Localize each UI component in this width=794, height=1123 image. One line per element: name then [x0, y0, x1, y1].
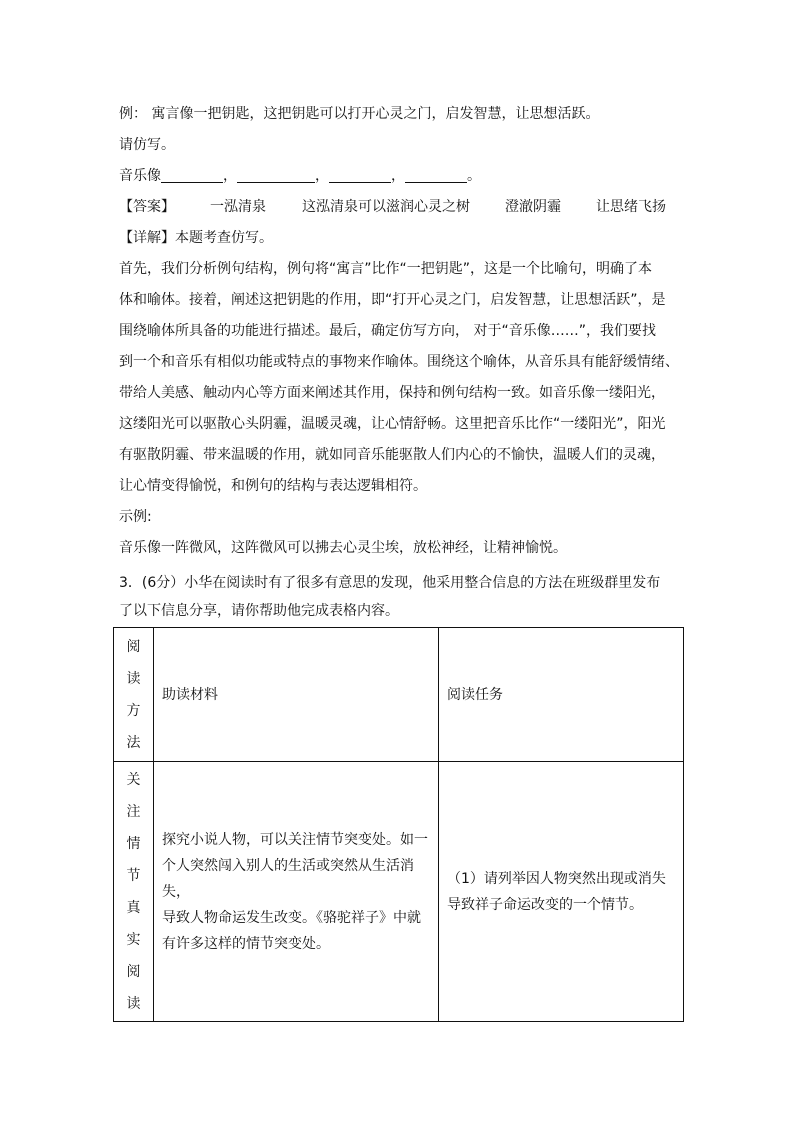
explanation-line: 带给人美感、触动内心等方面来阐述其作用，保持和例句结构一致。如音乐像一缕阳光，: [119, 385, 665, 401]
explanation-line: 首先，我们分析例句结构，例句将“寓言”比作“一把钥匙”，这是一个比喻句，明确了本: [119, 261, 653, 277]
reading-table: [113, 627, 684, 1022]
answer-blank-4[interactable]: [405, 168, 467, 183]
table-row: [114, 762, 684, 1022]
sample-label: 示例:: [119, 509, 152, 525]
answer-blank-2[interactable]: [237, 168, 315, 183]
explanation-header: 【详解】本题考查仿写。: [119, 230, 273, 246]
explanation-line: 有驱散阴霾、带来温暖的作用，就如同音乐能驱散人们内心的不愉快，温暖人们的灵魂，: [119, 447, 665, 463]
header-reading-task: 阅读任务: [439, 628, 684, 762]
header-reading-method: 阅 读 方 法: [114, 628, 154, 762]
answer-blank-3[interactable]: [329, 168, 391, 183]
row-reading-method: 关 注 情 节 真 实 阅 读: [114, 762, 154, 1022]
explanation-line: 这缕阳光可以驱散心头阴霾，温暖灵魂，让心情舒畅。这里把音乐比作“一缕阳光”，阳光: [119, 416, 666, 432]
explanation-line: 让心情变得愉悦，和例句的结构与表达逻辑相符。: [119, 478, 427, 494]
answer-item-3: 澄澈阴霾: [505, 199, 561, 215]
imitate-prompt: 请仿写。: [119, 137, 175, 153]
explanation-line: 体和喻体。接着，阐述这把钥匙的作用，即“打开心灵之门，启发智慧，让思想活跃”，是: [119, 292, 666, 308]
table-header-row: [114, 628, 684, 762]
example-sentence: 例： 寓言像一把钥匙，这把钥匙可以打开心灵之门，启发智慧，让思想活跃。: [119, 106, 600, 122]
question-3-line-1: 3．(6分）小华在阅读时有了很多有意思的发现，他采用整合信息的方法在班级群里发布: [119, 575, 661, 591]
explanation-line: 到一个和音乐有相似功能或特点的事物来作喻体。围绕这个喻体，从音乐具有能舒缓情绪、: [119, 354, 679, 370]
row-reading-material: 探究小说人物，可以关注情节突变处。如一 个人突然闯入别人的生活或突然从生活消失， 导致人物命运发生改变。《骆驼祥子》中就 有许多这样的情节突变处。: [154, 762, 439, 1022]
answer-item-2: 这泓清泉可以滋润心灵之树: [302, 199, 470, 215]
sample-text: 音乐像一阵微风，这阵微风可以拂去心灵尘埃，放松神经，让精神愉悦。: [119, 540, 567, 556]
answer-item-1: 一泓清泉: [210, 199, 266, 215]
answer-item-4: 让思绪飞扬: [596, 199, 666, 215]
header-reading-material: 助读材料: [154, 628, 439, 762]
answer-blank-1[interactable]: [161, 168, 223, 183]
answer-label: 【答案】: [119, 199, 175, 215]
row-reading-task[interactable]: （1）请列举因人物突然出现或消失 导致祥子命运改变的一个情节。: [439, 762, 684, 1022]
explanation-line: 围绕喻体所具备的功能进行描述。最后，确定仿写方向， 对于“音乐像……”，我们要找: [119, 323, 656, 339]
music-prefix: 音乐像: [119, 168, 161, 184]
fill-in-line: 音乐像 ， ， ， 。: [119, 168, 481, 184]
question-3-line-2: 了以下信息分享，请你帮助他完成表格内容。: [119, 603, 399, 619]
